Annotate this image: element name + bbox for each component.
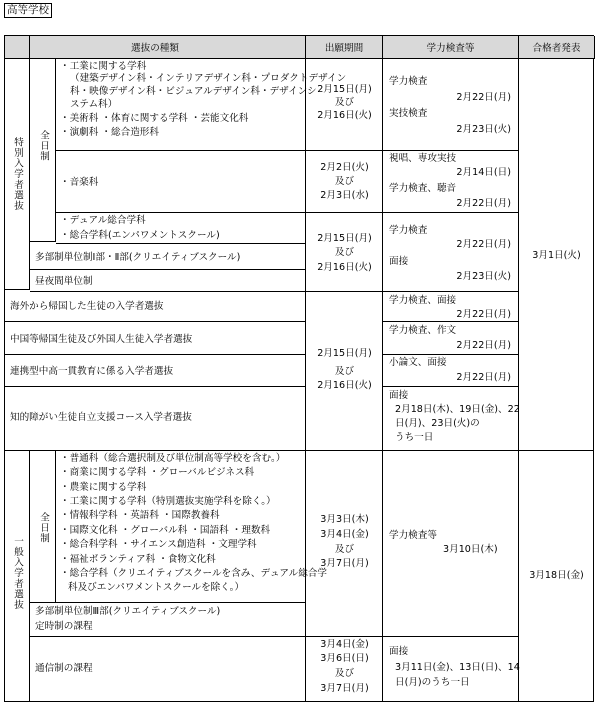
special-row3-line2: ・総合学科(エンパワメントスクール) [60,230,220,241]
other-row2-exam-2: 2月22日(月) [456,340,511,351]
general-zen-label: 全日制 [38,512,49,544]
other-row2-exam-1: 学力検査、作文 [389,325,457,336]
general-exam-2: 3月10日(木) [443,544,498,555]
chuya-label: 昼夜間単位制 [35,276,93,287]
others-period-3: 2月16日(火) [317,380,372,391]
other-row1-exam-2: 2月22日(月) [456,309,511,320]
special-result: 3月1日(火) [532,250,581,261]
special-row1-period-1: 2月15日(月) [317,84,372,95]
general-tabun-2: 定時制の課程 [35,621,93,632]
special-row2-exam-1: 視唱、専攻実技 [389,153,457,164]
tsushin-label: 通信制の課程 [35,663,93,674]
other-row4-exam-2: 2月18日(木)、19日(金)、22 [395,404,520,415]
special-row1-exam-1: 学力検査 [389,76,428,87]
other-row1-label: 海外から帰国した生徒の入学者選抜 [10,301,164,312]
special-row1-exam-4: 2月23日(火) [456,124,511,135]
tabun-label: 多部制単位制Ⅰ部・Ⅱ部(クリエイティブスクール) [35,252,241,263]
header-gutter [5,36,30,59]
special-row2-exam-3: 学力検査、聴音 [389,183,457,194]
other-row3-label: 連携型中高一貫教育に係る入学者選抜 [10,366,174,377]
special-row1-exam [383,59,519,151]
others-period-1: 2月15日(月) [317,348,372,359]
header-exam: 学力検査等 [383,36,519,59]
special-row3-exam-1: 学力検査 [389,225,428,236]
special-row3-exam-2: 2月22日(月) [456,239,511,250]
general-period-2: 3月4日(金) [320,529,369,540]
other-row3-exam-1: 小論文、面接 [389,357,447,368]
other-row4-label: 知的障がい生徒自立支援コース入学者選抜 [10,412,192,423]
others-period-2: 及び [334,366,355,377]
tsushin-exam-1: 面接 [389,646,409,657]
special-zen-label: 全日制 [38,130,49,162]
special-row2-exam-2: 2月14日(日) [456,167,511,178]
general-period-1: 3月3日(木) [320,514,369,525]
header-result: 合格者発表 [519,36,595,59]
general-period-3: 及び [334,544,355,555]
special-row3-period-2: 及び [334,247,355,258]
tsushin-exam-3: 日(月)のうち一日 [395,677,470,688]
special-row2-period-3: 2月3日(水) [320,190,369,201]
general-exam-1: 学力検査等 [389,530,437,541]
general-period-4: 3月7日(月) [320,558,369,569]
tsushin-period-2: 3月6日(日) [320,653,369,664]
special-row2-period-2: 及び [334,176,355,187]
other-row3-exam-2: 2月22日(月) [456,372,511,383]
special-row1-exam-3: 実技検査 [389,108,428,119]
special-row3-line1: ・デュアル総合学科 [60,215,146,226]
tsushin-period-1: 3月4日(金) [320,639,369,650]
tsushin-period-3: 及び [334,668,355,679]
other-row4-exam-4: うち一日 [395,432,434,443]
other-row1-exam-1: 学力検査、面接 [389,295,457,306]
doc-title: 高等学校 [4,3,52,18]
special-row2-line: ・音楽科 [60,177,99,188]
header-period: 出願期間 [306,36,383,59]
other-row4-exam-3: 日(月)、23日(火)の [395,418,480,429]
other-row4-exam-1: 面接 [389,390,409,401]
special-row3-exam-3: 面接 [389,256,409,267]
tsushin-period-4: 3月7日(月) [320,683,369,694]
special-row3-period-1: 2月15日(月) [317,233,372,244]
special-row1-exam-2: 2月22日(月) [456,92,511,103]
tsushin-exam-2: 3月11日(金)、13日(日)、14 [395,662,520,673]
special-row3-exam-4: 2月23日(火) [456,271,511,282]
special-row2-exam-4: 2月22日(月) [456,198,511,209]
general-result: 3月18日(金) [529,570,584,581]
other-row2-label: 中国等帰国生徒及び外国人生徒入学者選抜 [10,334,193,345]
special-row3-period-3: 2月16日(火) [317,262,372,273]
special-row2-period-1: 2月2日(火) [320,162,369,173]
special-row1-period-3: 2月16日(火) [317,110,372,121]
special-row1-period-2: 及び [334,97,355,108]
general-tabun-1: 多部制単位制Ⅲ部(クリエイティブスクール) [35,606,221,617]
header-kind: 選抜の種類 [5,36,306,59]
special-label: 特別入学者選抜 [12,137,23,212]
general-label: 一般入学者選抜 [12,536,23,611]
